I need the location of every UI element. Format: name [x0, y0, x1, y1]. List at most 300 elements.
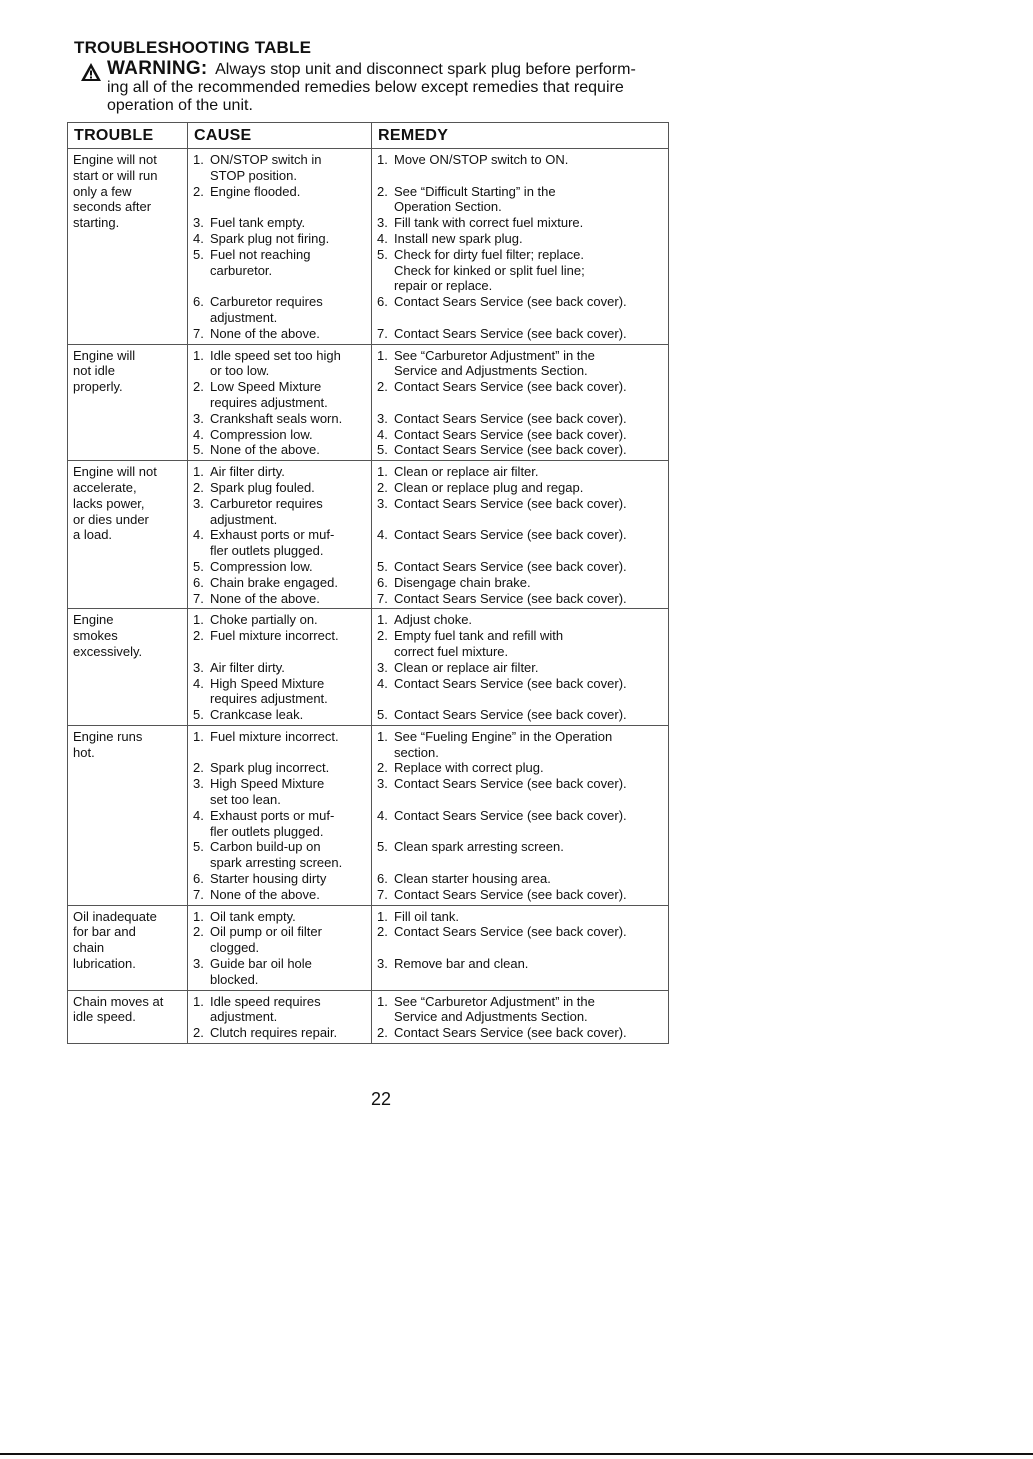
item-text — [210, 628, 366, 660]
cause-item — [193, 527, 366, 559]
item-number: 2. — [193, 479, 204, 495]
bottom-rule — [0, 1453, 1033, 1455]
remedy-item — [377, 527, 663, 559]
trouble-line: excessively. — [73, 643, 143, 659]
item-line: Contact Sears Service (see back cover). — [394, 527, 627, 543]
item-line: Air filter dirty. — [210, 659, 285, 675]
item-text — [210, 956, 366, 988]
warning-text-line-1: Always stop unit and disconnect spark plug before perform- — [215, 61, 636, 78]
cause-item — [193, 348, 366, 380]
item-text — [394, 994, 663, 1026]
item-line: Chain brake engaged. — [210, 574, 338, 590]
item-number: 1. — [377, 347, 388, 363]
item-line: Spark plug fouled. — [210, 479, 315, 495]
cause-item — [193, 924, 366, 956]
table-row — [68, 344, 669, 461]
item-number: 2. — [377, 379, 388, 395]
trouble-line: smokes — [73, 628, 118, 644]
item-line: blocked. — [210, 971, 259, 987]
item-number: 2. — [193, 183, 204, 199]
item-text — [210, 909, 366, 925]
page-number: 22 — [371, 1089, 392, 1109]
trouble-cell — [68, 990, 188, 1043]
cause-item — [193, 231, 366, 247]
table-body — [68, 149, 669, 1044]
trouble-line: Engine runs — [73, 728, 143, 744]
item-number: 2. — [193, 1025, 204, 1041]
item-line — [394, 168, 663, 184]
item-line — [394, 940, 663, 956]
item-number: 5. — [377, 839, 388, 855]
item-text — [394, 707, 663, 723]
remedy-item — [377, 231, 663, 247]
item-line: Contact Sears Service (see back cover). — [394, 1025, 627, 1041]
remedy-cell — [372, 149, 669, 345]
item-text — [394, 152, 663, 184]
item-text — [394, 527, 663, 559]
cause-item — [193, 707, 366, 723]
item-text — [210, 924, 366, 956]
item-text — [394, 559, 663, 575]
item-line: adjustment. — [210, 1009, 278, 1025]
cause-item — [193, 559, 366, 575]
trouble-cell — [68, 905, 188, 990]
remedy-item — [377, 442, 663, 458]
item-text — [210, 760, 366, 776]
item-line: Contact Sears Service (see back cover). — [394, 294, 627, 310]
item-line: fler outlets plugged. — [210, 543, 324, 559]
item-text — [210, 612, 366, 628]
item-number: 5. — [377, 442, 388, 458]
item-line: Contact Sears Service (see back cover). — [394, 325, 627, 341]
cause-item — [193, 808, 366, 840]
cause-cell — [188, 609, 372, 726]
cause-item — [193, 247, 366, 294]
item-text — [210, 411, 366, 427]
remedy-item — [377, 956, 663, 972]
remedy-item — [377, 808, 663, 840]
item-line: Contact Sears Service (see back cover). — [394, 886, 627, 902]
cause-item — [193, 676, 366, 708]
item-line: Contact Sears Service (see back cover). — [394, 410, 627, 426]
item-line: Contact Sears Service (see back cover). — [394, 426, 627, 442]
header-trouble: TROUBLE — [68, 123, 188, 149]
item-text — [394, 956, 663, 972]
item-line: See “Carburetor Adjustment” in the — [394, 993, 595, 1009]
item-text — [210, 326, 366, 342]
cause-cell — [188, 344, 372, 461]
item-line: Install new spark plug. — [394, 230, 523, 246]
item-number: 2. — [377, 479, 388, 495]
item-text — [210, 527, 366, 559]
item-line — [394, 855, 663, 871]
item-text — [210, 480, 366, 496]
item-number: 1. — [377, 993, 388, 1009]
item-text — [394, 480, 663, 496]
item-line: Clean spark arresting screen. — [394, 839, 564, 855]
item-number: 7. — [193, 886, 204, 902]
cause-item — [193, 326, 366, 342]
trouble-cell — [68, 609, 188, 726]
item-text — [394, 215, 663, 231]
item-number: 3. — [193, 215, 204, 231]
item-text — [394, 496, 663, 528]
remedy-item — [377, 676, 663, 708]
item-text — [210, 887, 366, 903]
item-number: 6. — [193, 574, 204, 590]
remedy-item — [377, 628, 663, 660]
cause-item — [193, 480, 366, 496]
item-number: 3. — [193, 659, 204, 675]
warning-notice — [80, 60, 680, 115]
item-line: correct fuel mixture. — [394, 643, 509, 659]
item-number: 5. — [193, 442, 204, 458]
item-number: 1. — [193, 612, 204, 628]
item-number: 5. — [193, 246, 204, 262]
item-text — [394, 379, 663, 411]
remedy-item — [377, 559, 663, 575]
item-line: None of the above. — [210, 590, 320, 606]
item-text — [394, 676, 663, 708]
warning-triangle-icon — [80, 62, 102, 82]
trouble-line: hot. — [73, 744, 95, 760]
item-line: Spark plug not firing. — [210, 230, 330, 246]
remedy-item — [377, 994, 663, 1026]
item-line: set too lean. — [210, 792, 281, 808]
item-line: fler outlets plugged. — [210, 823, 324, 839]
warning-label: WARNING: — [107, 58, 208, 79]
item-number: 2. — [193, 924, 204, 940]
item-line: Fuel mixture incorrect. — [210, 628, 339, 644]
item-line: Exhaust ports or muf- — [210, 527, 335, 543]
item-line: Contact Sears Service (see back cover). — [394, 558, 627, 574]
item-line: Compression low. — [210, 558, 313, 574]
cause-item — [193, 839, 366, 871]
remedy-item — [377, 427, 663, 443]
item-text — [210, 839, 366, 871]
item-number: 5. — [377, 707, 388, 723]
item-text — [210, 871, 366, 887]
item-line: Carburetor requires — [210, 294, 323, 310]
item-number: 3. — [377, 495, 388, 511]
cause-item — [193, 591, 366, 607]
item-line: Operation Section. — [394, 199, 502, 215]
item-line: Empty fuel tank and refill with — [394, 628, 564, 644]
item-number: 4. — [377, 426, 388, 442]
trouble-cell — [68, 461, 188, 609]
remedy-item — [377, 776, 663, 808]
item-text — [394, 591, 663, 607]
cause-cell — [188, 725, 372, 905]
item-text — [210, 231, 366, 247]
item-line: Guide bar oil hole — [210, 956, 312, 972]
item-line: Service and Adjustments Section. — [394, 1009, 588, 1025]
item-line: Idle speed set too high — [210, 347, 341, 363]
remedy-item — [377, 379, 663, 411]
item-number: 3. — [193, 776, 204, 792]
item-line — [394, 691, 663, 707]
item-text — [210, 575, 366, 591]
item-line: Clean or replace plug and regap. — [394, 479, 584, 495]
cause-item — [193, 909, 366, 925]
item-line — [394, 824, 663, 840]
item-line: Clutch requires repair. — [210, 1025, 338, 1041]
item-line — [210, 745, 366, 761]
item-number: 3. — [377, 956, 388, 972]
item-line — [210, 644, 366, 660]
item-text — [394, 1025, 663, 1041]
item-line: Remove bar and clean. — [394, 956, 529, 972]
item-line: See “Fueling Engine” in the Operation — [394, 728, 613, 744]
item-number: 3. — [377, 776, 388, 792]
item-text — [394, 628, 663, 660]
remedy-item — [377, 294, 663, 326]
trouble-line: a load. — [73, 527, 113, 543]
cause-item — [193, 887, 366, 903]
item-number: 1. — [377, 464, 388, 480]
item-line — [210, 278, 366, 294]
item-text — [210, 676, 366, 708]
item-line: Engine flooded. — [210, 183, 301, 199]
item-line: Fuel tank empty. — [210, 215, 306, 231]
item-line: clogged. — [210, 940, 260, 956]
item-line: repair or replace. — [394, 278, 493, 294]
item-line: Oil pump or oil filter — [210, 924, 322, 940]
item-line: Contact Sears Service (see back cover). — [394, 707, 627, 723]
remedy-item — [377, 247, 663, 294]
item-number: 4. — [193, 426, 204, 442]
cause-item — [193, 871, 366, 887]
item-line — [394, 395, 663, 411]
item-line: Check for kinked or split fuel line; — [394, 262, 585, 278]
item-line: Contact Sears Service (see back cover). — [394, 590, 627, 606]
item-line: Choke partially on. — [210, 612, 318, 628]
cause-item — [193, 994, 366, 1026]
item-line: Contact Sears Service (see back cover). — [394, 675, 627, 691]
item-text — [210, 776, 366, 808]
remedy-item — [377, 575, 663, 591]
remedy-item — [377, 496, 663, 528]
item-line: High Speed Mixture — [210, 776, 325, 792]
item-line: Contact Sears Service (see back cover). — [394, 807, 627, 823]
trouble-line: Engine will not — [73, 152, 157, 167]
trouble-line: chain — [73, 940, 105, 956]
item-line: Clean starter housing area. — [394, 871, 551, 887]
item-number: 2. — [377, 760, 388, 776]
item-text — [394, 326, 663, 342]
item-text — [210, 496, 366, 528]
trouble-line: lacks power, — [73, 495, 145, 511]
item-number: 5. — [193, 707, 204, 723]
item-line: Low Speed Mixture — [210, 379, 322, 395]
trouble-line: seconds after — [73, 199, 152, 215]
table-row — [68, 990, 669, 1043]
item-number: 1. — [193, 993, 204, 1009]
item-line: Carbon build-up on — [210, 839, 321, 855]
item-line: Fuel not reaching — [210, 246, 311, 262]
remedy-item — [377, 1025, 663, 1041]
remedy-item — [377, 348, 663, 380]
remedy-item — [377, 660, 663, 676]
cause-item — [193, 760, 366, 776]
item-line: Oil tank empty. — [210, 908, 296, 924]
item-number: 3. — [193, 495, 204, 511]
item-text — [210, 294, 366, 326]
item-number: 4. — [377, 807, 388, 823]
item-number: 1. — [377, 728, 388, 744]
item-line: Contact Sears Service (see back cover). — [394, 776, 627, 792]
cause-item — [193, 956, 366, 988]
item-number: 7. — [193, 590, 204, 606]
item-number: 3. — [377, 659, 388, 675]
item-line: Move ON/STOP switch to ON. — [394, 152, 569, 167]
item-text — [394, 294, 663, 326]
item-text — [210, 729, 366, 761]
remedy-item — [377, 184, 663, 216]
remedy-cell — [372, 905, 669, 990]
cause-item — [193, 660, 366, 676]
item-text — [394, 887, 663, 903]
trouble-cell — [68, 149, 188, 345]
cause-item — [193, 184, 366, 216]
troubleshooting-table — [67, 122, 669, 1044]
trouble-line: or dies under — [73, 511, 149, 527]
item-number: 2. — [377, 183, 388, 199]
remedy-item — [377, 215, 663, 231]
item-text — [210, 215, 366, 231]
item-text — [210, 427, 366, 443]
item-number: 4. — [193, 230, 204, 246]
item-line: See “Carburetor Adjustment” in the — [394, 347, 595, 363]
item-line — [210, 199, 366, 215]
item-line: Crankcase leak. — [210, 707, 304, 723]
item-number: 2. — [193, 379, 204, 395]
item-number: 2. — [377, 1025, 388, 1041]
item-text — [210, 184, 366, 216]
cause-item — [193, 496, 366, 528]
item-number: 1. — [377, 152, 388, 167]
trouble-cell — [68, 344, 188, 461]
table-header-row — [68, 123, 669, 149]
item-text — [394, 575, 663, 591]
section-title: TROUBLESHOOTING TABLE — [74, 38, 312, 57]
remedy-item — [377, 729, 663, 761]
table-row — [68, 905, 669, 990]
remedy-item — [377, 887, 663, 903]
cause-cell — [188, 149, 372, 345]
trouble-line: for bar and — [73, 924, 136, 940]
item-number: 4. — [193, 807, 204, 823]
item-text — [210, 1025, 366, 1041]
item-line: Compression low. — [210, 426, 313, 442]
item-line: spark arresting screen. — [210, 855, 343, 871]
remedy-item — [377, 707, 663, 723]
item-line: Contact Sears Service (see back cover). — [394, 924, 627, 940]
item-text — [394, 612, 663, 628]
item-line: requires adjustment. — [210, 394, 328, 410]
item-text — [210, 379, 366, 411]
remedy-cell — [372, 609, 669, 726]
item-number: 1. — [193, 908, 204, 924]
item-text — [394, 839, 663, 871]
item-number: 7. — [377, 886, 388, 902]
remedy-item — [377, 871, 663, 887]
item-number: 6. — [193, 871, 204, 887]
item-text — [210, 152, 366, 184]
cause-item — [193, 294, 366, 326]
item-number: 1. — [377, 908, 388, 924]
item-line: carburetor. — [210, 262, 273, 278]
table-row — [68, 461, 669, 609]
item-line: Fuel mixture incorrect. — [210, 728, 339, 744]
cause-cell — [188, 905, 372, 990]
item-line: or too low. — [210, 363, 270, 379]
cause-item — [193, 442, 366, 458]
item-number: 7. — [377, 590, 388, 606]
trouble-line: not idle — [73, 363, 115, 379]
item-text — [394, 184, 663, 216]
item-text — [210, 808, 366, 840]
cause-item — [193, 729, 366, 761]
item-number: 6. — [377, 294, 388, 310]
item-line — [394, 310, 663, 326]
item-text — [394, 231, 663, 247]
item-line: Idle speed requires — [210, 993, 321, 1009]
item-line: None of the above. — [210, 886, 320, 902]
trouble-line: Oil inadequate — [73, 908, 157, 924]
trouble-line: starting. — [73, 215, 120, 231]
cause-item — [193, 411, 366, 427]
cause-cell — [188, 990, 372, 1043]
remedy-cell — [372, 990, 669, 1043]
item-number: 4. — [377, 230, 388, 246]
item-number: 7. — [193, 325, 204, 341]
item-line: Fill oil tank. — [394, 908, 460, 924]
trouble-line: lubrication. — [73, 956, 136, 972]
remedy-item — [377, 411, 663, 427]
table-row — [68, 725, 669, 905]
remedy-item — [377, 612, 663, 628]
item-text — [394, 411, 663, 427]
item-line: Exhaust ports or muf- — [210, 807, 335, 823]
item-line: Crankshaft seals worn. — [210, 410, 343, 426]
cause-item — [193, 427, 366, 443]
item-text — [394, 660, 663, 676]
item-text — [394, 427, 663, 443]
trouble-line: Engine will not — [73, 464, 157, 480]
item-text — [394, 348, 663, 380]
remedy-item — [377, 480, 663, 496]
trouble-line: Engine will — [73, 347, 136, 363]
item-line — [394, 543, 663, 559]
item-text — [210, 994, 366, 1026]
item-line: Spark plug incorrect. — [210, 760, 330, 776]
item-line: Fill tank with correct fuel mixture. — [394, 215, 584, 231]
item-text — [394, 442, 663, 458]
remedy-cell — [372, 344, 669, 461]
item-text — [394, 871, 663, 887]
remedy-item — [377, 464, 663, 480]
item-line: requires adjustment. — [210, 691, 328, 707]
item-line: Replace with correct plug. — [394, 760, 544, 776]
item-line: Check for dirty fuel filter; replace. — [394, 246, 585, 262]
item-line: adjustment. — [210, 511, 278, 527]
cause-item — [193, 612, 366, 628]
item-line: Clean or replace air filter. — [394, 659, 539, 675]
item-number: 3. — [193, 410, 204, 426]
item-number: 3. — [377, 410, 388, 426]
item-number: 2. — [193, 628, 204, 644]
